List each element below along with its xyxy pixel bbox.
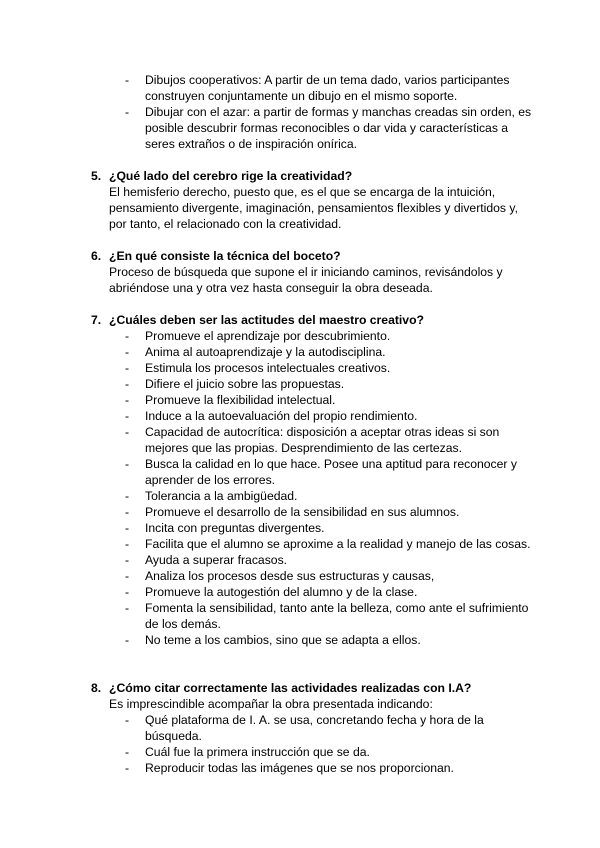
question-title: ¿Qué lado del cerebro rige la creatividad?: [109, 169, 353, 183]
question-answer: Es imprescindible acompañar la obra presentada indicando:: [109, 697, 433, 711]
intro-list: [0, 72, 600, 152]
list-item-text: No teme a los cambios, sino que se adapta a ellos.: [145, 633, 421, 647]
bullet-dash: -: [125, 457, 130, 471]
list-item-text: Promueve la autogestión del alumno y de la clase.: [145, 585, 418, 599]
list-item: [0, 504, 533, 520]
attitudes-list: [0, 328, 600, 648]
list-item-text: Estimula los procesos intelectuales creativos.: [145, 361, 391, 375]
list-item-text: Difiere el juicio sobre las propuestas.: [145, 377, 345, 391]
list-item: [0, 424, 533, 456]
list-item: [0, 392, 533, 408]
list-item: [0, 536, 533, 552]
bullet-dash: -: [125, 345, 130, 359]
question-number: 6.: [91, 249, 102, 263]
question-title: ¿En qué consiste la técnica del boceto?: [109, 249, 341, 263]
list-item-text: Tolerancia a la ambigüedad.: [145, 489, 298, 503]
list-item: [0, 520, 533, 536]
list-item-text: Promueve el aprendizaje por descubrimiento.: [145, 329, 391, 343]
list-item-text: Incita con preguntas divergentes.: [145, 521, 325, 535]
question-8: [0, 680, 600, 776]
list-item-text: Dibujar con el azar: a partir de formas y manchas creadas sin orden, es posible descubrir formas reconocibles o dar vida y características a seres extraños o de inspiración onírica.: [145, 105, 532, 151]
question-number: 7.: [91, 313, 102, 327]
list-item: [0, 600, 533, 632]
bullet-dash: -: [125, 377, 130, 391]
question-title: ¿Cuáles deben ser las actitudes del maestro creativo?: [109, 313, 424, 327]
list-item-text: Dibujos cooperativos: A partir de un tema dado, varios participantes construyen conjuntamente un dibujo en el mismo soporte.: [145, 73, 510, 103]
list-item-text: Capacidad de autocrítica: disposición a aceptar otras ideas si son mejores que las propias. Desprendimiento de las certezas.: [145, 425, 500, 455]
bullet-dash: -: [125, 409, 130, 423]
question-heading: [0, 312, 600, 328]
bullet-dash: -: [125, 761, 130, 775]
list-item-text: Induce a la autoevaluación del propio rendimiento.: [145, 409, 418, 423]
list-item: [0, 488, 533, 504]
question-title: ¿Cómo citar correctamente las actividades realizadas con I.A?: [109, 681, 472, 695]
bullet-dash: -: [125, 633, 130, 647]
list-item: [0, 344, 533, 360]
bullet-dash: -: [125, 553, 130, 567]
bullet-dash: -: [125, 521, 130, 535]
list-item-text: Facilita que el alumno se aproxime a la realidad y manejo de las cosas.: [145, 537, 531, 551]
bullet-dash: -: [125, 745, 130, 759]
list-item: [0, 328, 533, 344]
list-item: [0, 552, 533, 568]
list-item-text: Qué plataforma de I. A. se usa, concretando fecha y hora de la búsqueda.: [145, 713, 484, 743]
list-item: [0, 104, 533, 152]
bullet-dash: -: [125, 569, 130, 583]
list-item: [0, 376, 533, 392]
list-item: [0, 408, 533, 424]
bullet-dash: -: [125, 489, 130, 503]
list-item-text: Promueve la flexibilidad intelectual.: [145, 393, 336, 407]
bullet-dash: -: [125, 585, 130, 599]
list-item-text: Ayuda a superar fracasos.: [145, 553, 288, 567]
bullet-dash: -: [125, 713, 130, 727]
list-item-text: Analiza los procesos desde sus estructuras y causas,: [145, 569, 435, 583]
list-item-text: Anima al autoaprendizaje y la autodisciplina.: [145, 345, 386, 359]
list-item: [0, 568, 533, 584]
question-answer: El hemisferio derecho, puesto que, es el que se encarga de la intuición, pensamiento divergente, imaginación, pensamientos flexibles y divertidos y, por tanto, el relacionado con la creatividad.: [109, 185, 518, 231]
list-item-text: Busca la calidad en lo que hace. Posee una aptitud para reconocer y aprender de los errores.: [145, 457, 517, 487]
bullet-dash: -: [125, 393, 130, 407]
question-number: 8.: [91, 681, 102, 695]
list-item: [0, 712, 533, 744]
bullet-dash: -: [125, 425, 130, 439]
question-heading: [0, 248, 600, 264]
list-item: [0, 360, 533, 376]
question-heading: [0, 680, 600, 696]
bullet-dash: -: [125, 361, 130, 375]
bullet-dash: -: [125, 601, 130, 615]
question-7: [0, 312, 600, 648]
list-item: [0, 72, 533, 104]
list-item: [0, 584, 533, 600]
bullet-dash: -: [125, 105, 130, 119]
citation-list: [0, 712, 600, 776]
bullet-dash: -: [125, 537, 130, 551]
list-item-text: Cuál fue la primera instrucción que se da.: [145, 745, 370, 759]
list-item-text: Promueve el desarrollo de la sensibilidad en sus alumnos.: [145, 505, 460, 519]
question-5: [0, 168, 600, 232]
list-item: [0, 632, 533, 648]
bullet-dash: -: [125, 505, 130, 519]
list-item-text: Fomenta la sensibilidad, tanto ante la belleza, como ante el sufrimiento de los demás.: [145, 601, 529, 631]
question-answer: Proceso de búsqueda que supone el ir iniciando caminos, revisándolos y abriéndose una y otra vez hasta conseguir la obra deseada.: [109, 265, 503, 295]
question-heading: [0, 168, 600, 184]
bullet-dash: -: [125, 329, 130, 343]
list-item-text: Reproducir todas las imágenes que se nos proporcionan.: [145, 761, 454, 775]
bullet-dash: -: [125, 73, 130, 87]
question-6: [0, 248, 600, 296]
question-number: 5.: [91, 169, 102, 183]
list-item: [0, 744, 533, 760]
list-item: [0, 760, 533, 776]
list-item: [0, 456, 533, 488]
